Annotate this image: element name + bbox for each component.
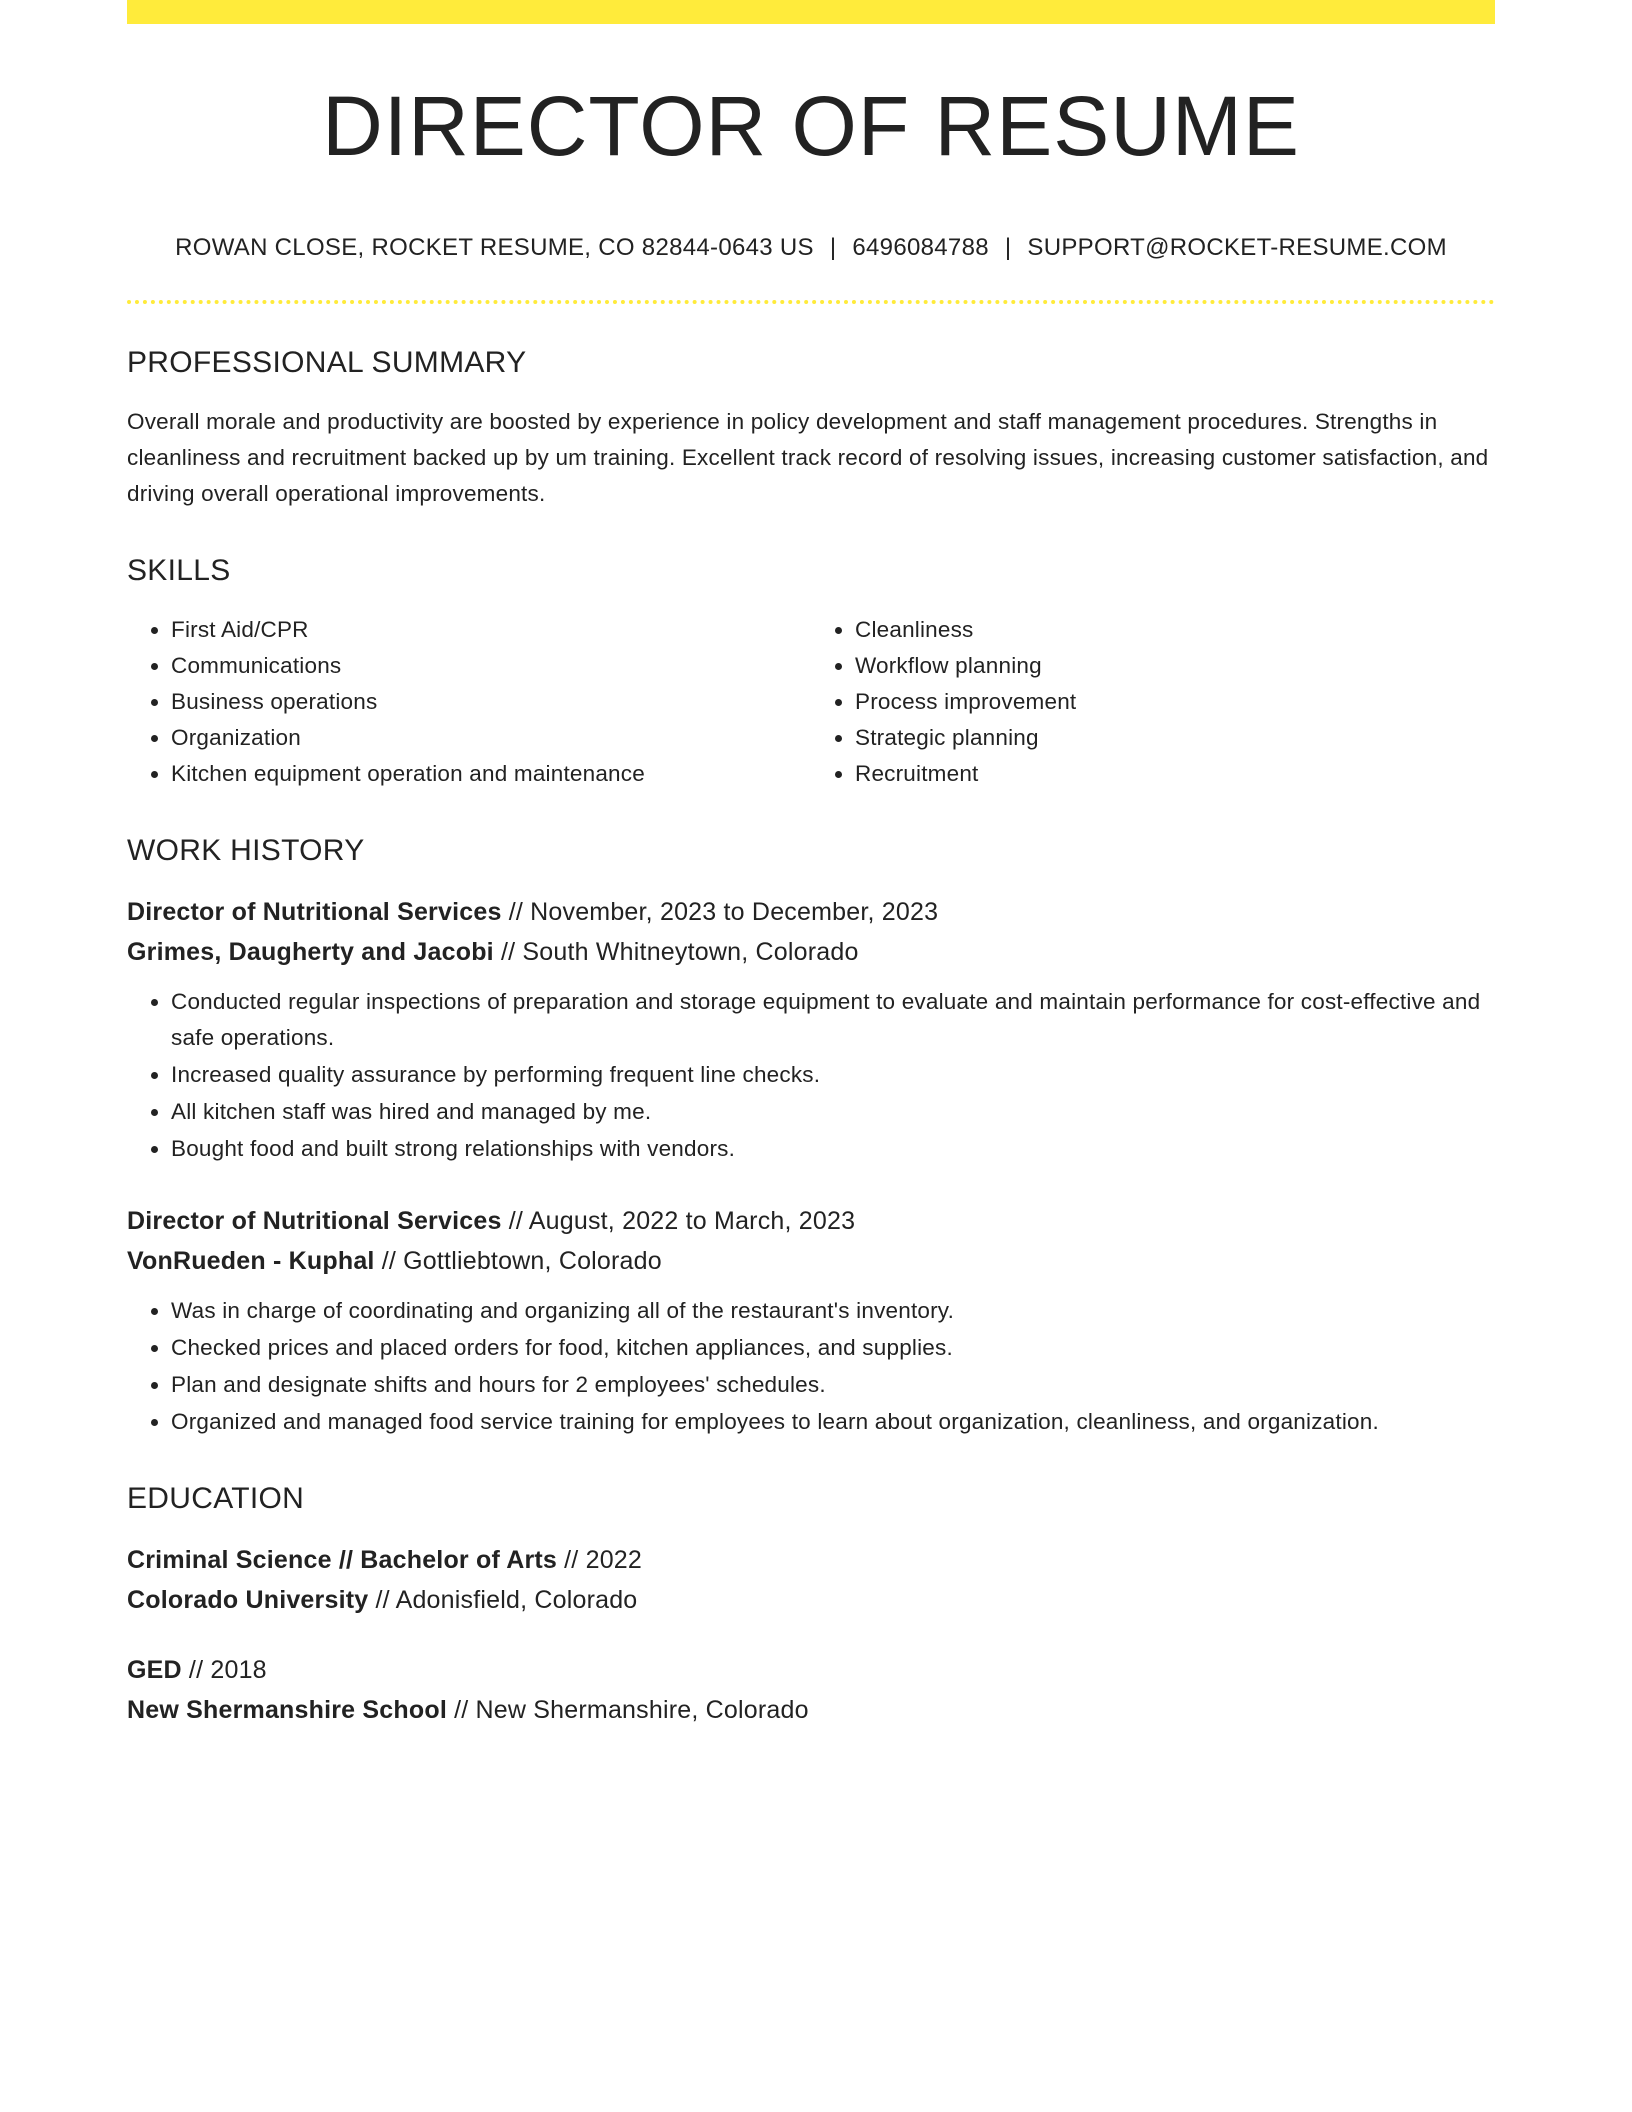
job-title-line <box>127 1201 1495 1241</box>
job-location: // Gottliebtown, Colorado <box>374 1247 662 1276</box>
job-bullet: • Increased quality assurance by performing frequent line checks. <box>171 1057 1495 1093</box>
job-bullet: • Organized and managed food service training for employees to learn about organization, cleanliness, and organization. <box>171 1404 1495 1440</box>
education-school: New Shermanshire School <box>127 1696 447 1725</box>
skills-column-left <box>127 612 811 792</box>
education-year: // 2018 <box>181 1656 267 1685</box>
job-location: // South Whitneytown, Colorado <box>493 938 859 967</box>
contact-separator: | <box>1004 234 1012 262</box>
contact-separator: | <box>829 234 837 262</box>
job-company: VonRueden - Kuphal <box>127 1247 375 1276</box>
resume-page <box>127 0 1495 1760</box>
skills-column-right <box>811 612 1495 792</box>
job-bullets <box>127 1293 1495 1440</box>
address: ROWAN CLOSE, ROCKET RESUME, CO 82844-0643 US <box>175 234 814 262</box>
education-year: // 2022 <box>557 1546 643 1575</box>
skill-item: • First Aid/CPR <box>171 612 811 648</box>
skills-list <box>127 612 1495 792</box>
skill-item: • Business operations <box>171 684 811 720</box>
skill-item: • Cleanliness <box>855 612 1495 648</box>
job-title: Director of Nutritional Services <box>127 898 502 927</box>
contact-line <box>127 234 1495 262</box>
job-bullet: • Checked prices and placed orders for food, kitchen appliances, and supplies. <box>171 1330 1495 1366</box>
skill-item: • Strategic planning <box>855 720 1495 756</box>
job-dates: // November, 2023 to December, 2023 <box>501 898 939 927</box>
skill-item: • Kitchen equipment operation and maintenance <box>171 756 811 792</box>
job-dates: // August, 2022 to March, 2023 <box>501 1207 856 1236</box>
job-entry <box>127 892 1495 1167</box>
job-company-line <box>127 932 1495 972</box>
skill-item: • Workflow planning <box>855 648 1495 684</box>
job-company-line <box>127 1241 1495 1281</box>
education-degree-line <box>127 1540 1495 1580</box>
skills-heading: SKILLS <box>127 554 231 588</box>
skill-item: • Organization <box>171 720 811 756</box>
summary-heading: PROFESSIONAL SUMMARY <box>127 346 527 380</box>
email: SUPPORT@ROCKET-RESUME.COM <box>1027 234 1447 262</box>
resume-name: DIRECTOR OF RESUME <box>322 79 1300 173</box>
job-bullet: • Bought food and built strong relationships with vendors. <box>171 1131 1495 1167</box>
skill-item: • Process improvement <box>855 684 1495 720</box>
job-entry <box>127 1201 1495 1440</box>
education-school-line <box>127 1690 1495 1730</box>
job-company: Grimes, Daugherty and Jacobi <box>127 938 494 967</box>
job-title-line <box>127 892 1495 932</box>
job-bullets <box>127 984 1495 1167</box>
header-divider <box>127 300 1495 304</box>
education-degree: Criminal Science // Bachelor of Arts <box>127 1546 558 1575</box>
education-school: Colorado University <box>127 1586 369 1615</box>
phone: 6496084788 <box>852 234 989 262</box>
skill-item: • Recruitment <box>855 756 1495 792</box>
education-heading: EDUCATION <box>127 1482 305 1516</box>
job-title: Director of Nutritional Services <box>127 1207 502 1236</box>
education-degree-line <box>127 1650 1495 1690</box>
job-bullet: • Conducted regular inspections of preparation and storage equipment to evaluate and maintain performance for cost-effective and safe operations. <box>171 984 1495 1056</box>
skill-item: • Communications <box>171 648 811 684</box>
job-bullet: • Plan and designate shifts and hours for 2 employees' schedules. <box>171 1367 1495 1403</box>
job-bullet: • Was in charge of coordinating and organizing all of the restaurant's inventory. <box>171 1293 1495 1329</box>
education-entry <box>127 1540 1495 1620</box>
education-location: // Adonisfield, Colorado <box>368 1586 638 1615</box>
education-degree: GED <box>127 1656 182 1685</box>
education-school-line <box>127 1580 1495 1620</box>
summary-text: Overall morale and productivity are boosted by experience in policy development and staff management procedures. Strengths in cleanliness and recruitment backed up by um training. Excellent track record of resolving issues, increasing customer satisfaction, and driving overall operational improvements. <box>127 409 1489 507</box>
work-history-heading: WORK HISTORY <box>127 834 365 868</box>
job-bullet: • All kitchen staff was hired and managed by me. <box>171 1094 1495 1130</box>
accent-bar <box>127 0 1495 24</box>
education-location: // New Shermanshire, Colorado <box>446 1696 809 1725</box>
education-entry <box>127 1650 1495 1730</box>
